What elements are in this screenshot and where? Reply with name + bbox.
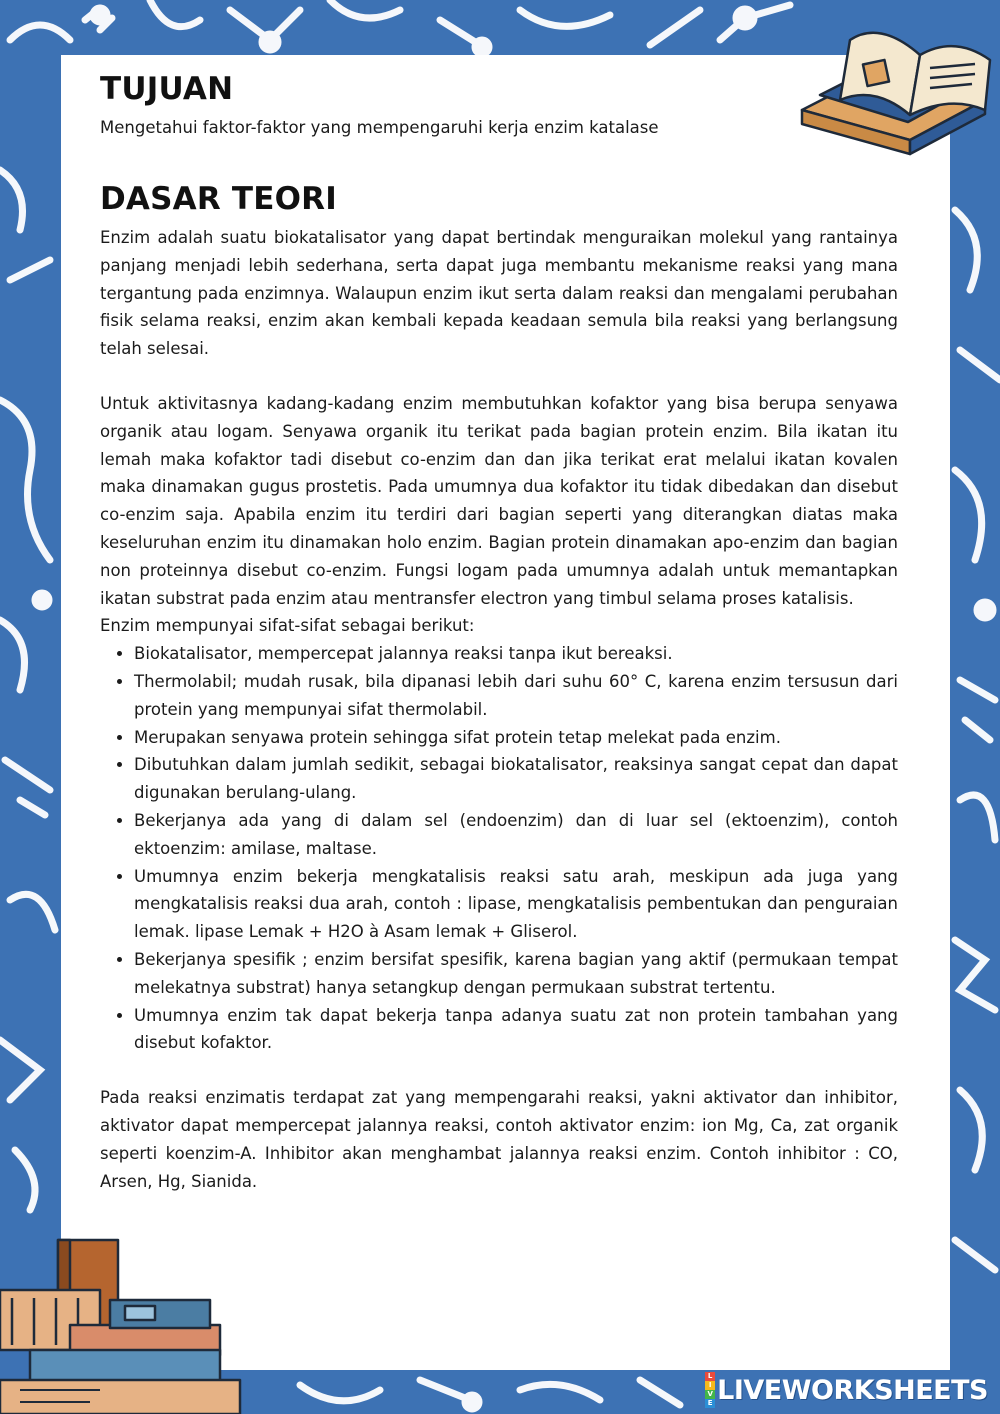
list-item: • Bekerjanya ada yang di dalam sel (endoenzim) dan di luar sel (ektoenzim), contoh ektoenzim: amilase, maltase.	[134, 807, 898, 863]
list-item: • Thermolabil; mudah rusak, bila dipanasi lebih dari suhu 60° C, karena enzim tersusun dari protein yang mempunyai sifat thermolabil.	[134, 668, 898, 724]
list-item: • Bekerjanya spesifik ; enzim bersifat spesifik, karena bagian yang aktif (permukaan tempat melekatnya substrat) hanya setangkup dengan permukaan substrat tertentu.	[134, 946, 898, 1002]
list-item: • Dibutuhkan dalam jumlah sedikit, sebagai biokatalisator, reaksinya sangat cepat dan dapat digunakan berulang-ulang.	[134, 751, 898, 807]
brand-name: LIVEWORKSHEETS	[717, 1374, 988, 1406]
logo-letter: L	[705, 1372, 715, 1381]
worksheet-content	[100, 68, 898, 1195]
logo-letter: E	[705, 1399, 715, 1408]
list-item: • Umumnya enzim bekerja mengkatalisis reaksi satu arah, meskipun ada juga yang mengkatalisis reaksi dua arah, contoh : lipase, mengkatalisis pembentukan dan penguraian lemak. lipase Lemak + H2O à Asam lemak + Gliserol.	[134, 863, 898, 946]
theory-paragraph-2: Untuk aktivitasnya kadang-kadang enzim membutuhkan kofaktor yang bisa berupa senyawa organik atau logam. Senyawa organik itu terikat pada bagian protein enzim. Bila ikatan itu lemah maka kofaktor tadi disebut co-enzim dan dan jika terikat erat melalui ikatan kovalen maka dinamakan gugus prostetis. Pada umumnya dua kofaktor itu tidak dibedakan dan disebut co-enzim saja. Apabila enzim itu terdiri dari bagian seperti yang diterangkan diatas maka keseluruhan enzim itu dinamakan holo enzim. Bagian protein dinamakan apo-enzim dan bagian non proteinnya disebut co-enzim. Fungsi logam pada umumnya adalah untuk memantapkan ikatan substrat pada enzim atau mentransfer electron yang timbul selama proses katalisis.	[100, 393, 898, 608]
theory-heading: DASAR TEORI	[100, 181, 337, 217]
theory-paragraph-1: Enzim adalah suatu biokatalisator yang dapat bertindak menguraikan molekul yang rantainya panjang menjadi lebih sederhana, serta dapat juga membantu mekanisme reaksi yang mana tergantung pada enzimnya. Walaupun enzim ikut serta dalam reaksi dan mengalami perubahan fisik selama reaksi, enzim akan kembali kepada keadaan semula bila reaksi yang berlangsung telah selesai.	[100, 228, 898, 359]
logo-mark-icon	[705, 1372, 715, 1408]
book-stack-illustration-icon	[0, 1230, 250, 1414]
list-item: • Biokatalisator, mempercepat jalannya reaksi tanpa ikut bereaksi.	[134, 640, 898, 668]
logo-letter: I	[705, 1381, 715, 1390]
list-item: • Umumnya enzim tak dapat bekerja tanpa adanya suatu zat non protein tambahan yang disebut kofaktor.	[134, 1002, 898, 1058]
logo-letter: V	[705, 1390, 715, 1399]
traits-list	[100, 640, 898, 1057]
aim-text: Mengetahui faktor-faktor yang mempengaruhi kerja enzim katalase	[100, 118, 659, 137]
closing-paragraph: Pada reaksi enzimatis terdapat zat yang mempengarahi reaksi, yakni aktivator dan inhibitor, aktivator dapat mempercepat jalannya reaksi, contoh aktivator enzim: ion Mg, Ca, zat organik seperti koenzim-A. Inhibitor akan menghambat jalannya reaksi enzim. Contoh inhibitor : CO, Arsen, Hg, Sianida.	[100, 1088, 898, 1191]
liveworksheets-logo	[705, 1372, 988, 1408]
traits-intro: Enzim mempunyai sifat-sifat sebagai berikut:	[100, 616, 475, 636]
list-item: • Merupakan senyawa protein sehingga sifat protein tetap melekat pada enzim.	[134, 724, 898, 752]
aim-heading: TUJUAN	[100, 71, 234, 107]
